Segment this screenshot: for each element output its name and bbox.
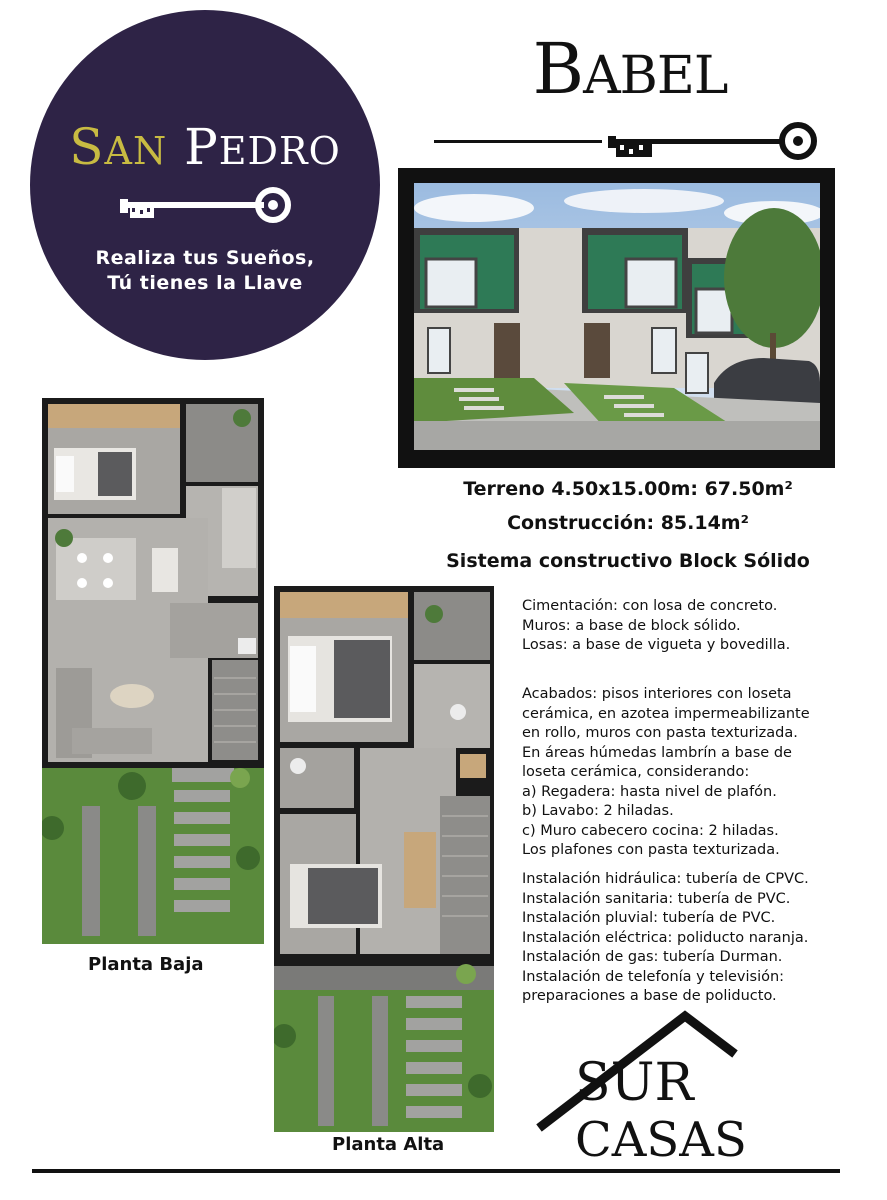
- slogan-line-1: Realiza tus Sueños,: [95, 247, 315, 269]
- finishes-line: Acabados: pisos interiores con loseta: [522, 686, 792, 702]
- structure-line: Cimentación: con losa de concreto.: [522, 598, 778, 614]
- model-title: BABEL: [532, 28, 728, 110]
- structure-list: [522, 597, 842, 656]
- spec-terreno: Terreno 4.50x15.00m: 67.50m²: [463, 478, 793, 500]
- finishes-line: c) Muro cabecero cocina: 2 hiladas.: [522, 822, 779, 839]
- spec-construccion: Construcción: 85.14m²: [507, 512, 749, 534]
- house-render-image: [414, 183, 820, 450]
- finishes-line: en rollo, muros con pasta texturizada.: [522, 725, 798, 741]
- upper-floor-plan-image: [274, 586, 494, 1132]
- installation-line: Instalación eléctrica: poliducto naranja.: [522, 929, 809, 946]
- upper-floor-label: Planta Alta: [332, 1134, 445, 1155]
- svg-text:CASAS: CASAS: [575, 1112, 747, 1166]
- installation-line: Instalación sanitaria: tubería de PVC.: [522, 890, 791, 907]
- developer-logo: [535, 1010, 805, 1166]
- installations-list: [522, 870, 842, 1007]
- bottom-divider: [32, 1169, 840, 1173]
- key-icon: [608, 120, 822, 164]
- installation-line: Instalación pluvial: tubería de PVC.: [522, 910, 776, 926]
- title-divider: [434, 140, 602, 143]
- key-icon: [118, 186, 296, 226]
- installation-line: Instalación de telefonía y televisión:: [522, 968, 785, 985]
- finishes-line: b) Lavabo: 2 hiladas.: [522, 803, 674, 819]
- finishes-line: cerámica, en azotea impermeabilizante: [522, 705, 810, 722]
- brand-name: [30, 118, 380, 176]
- slogan-line-2: Tú tienes la Llave: [107, 272, 303, 294]
- finishes-line: a) Regadera: hasta nivel de plafón.: [522, 783, 777, 800]
- brand-logo-circle: [30, 10, 380, 360]
- spec-sistema: Sistema constructivo Block Sólido: [446, 550, 810, 572]
- svg-text:SUR: SUR: [575, 1053, 694, 1113]
- brand-name-part2: PEDRO: [184, 118, 341, 176]
- finishes-list: [522, 685, 842, 861]
- installation-line: preparaciones a base de poliducto.: [522, 988, 777, 1004]
- installation-line: Instalación hidráulica: tubería de CPVC.: [522, 871, 809, 887]
- finishes-line: En áreas húmedas lambrín a base de: [522, 744, 792, 761]
- finishes-line: Los plafones con pasta texturizada.: [522, 842, 780, 858]
- brand-name-part1: SAN: [69, 118, 168, 176]
- structure-line: Muros: a base de block sólido.: [522, 617, 741, 634]
- installation-line: Instalación de gas: tubería Durman.: [522, 949, 783, 965]
- finishes-line: loseta cerámica, considerando:: [522, 764, 750, 780]
- ground-floor-plan-image: [42, 398, 264, 944]
- ground-floor-label: Planta Baja: [88, 954, 204, 975]
- structure-line: Losas: a base de vigueta y bovedilla.: [522, 637, 791, 653]
- brand-slogan: [30, 246, 380, 296]
